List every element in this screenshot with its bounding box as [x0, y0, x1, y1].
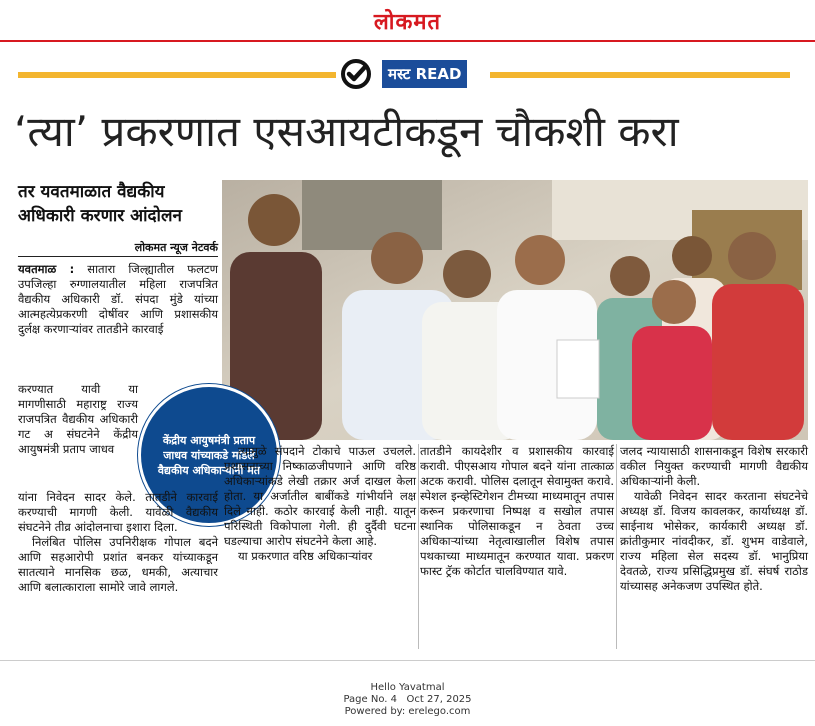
column-1-paragraph-1c: यांना निवेदन सादर केले. तातडीने कारवाई करण्याची मागणी केली. यावेळी वैद्यकीय संघटनेने तीव्र आंदोलनाचा इशारा दिला.	[18, 490, 218, 534]
column-1-paragraph-2: निलंबित पोलिस उपनिरीक्षक गोपाल बदने आणि सहआरोपी प्रशांत बनकर यांच्याकडून सातत्याने मानसिक छळ, धमकी, अत्याचार आणि बलात्काराला सामोरे जावे लागले.	[18, 535, 218, 594]
column-2-paragraph-2: या प्रकरणात वरिष्ठ अधिकाऱ्यांवर	[238, 549, 373, 563]
column-divider	[418, 444, 419, 649]
must-read-label: मस्ट READ	[382, 60, 467, 88]
must-read-band-right	[490, 72, 790, 78]
article-byline: लोकमत न्यूज नेटवर्क	[134, 241, 218, 254]
byline-rule	[18, 256, 218, 257]
footer-page-number: Page No. 4	[343, 694, 397, 705]
column-1-paragraph-1a: सातारा जिल्ह्यातील फलटण उपजिल्हा रुग्णालयातील महिला राजपत्रित वैद्यकीय अधिकारी डॉ. संपदा मुंडे यांच्या आत्महत्येप्रकरणी दोषींवर आणि प्रशासकीय दुर्लक्ष करणाऱ्यांवर तातडीने कारवाई	[18, 262, 218, 336]
column-1-bottom	[18, 490, 218, 595]
column-3-paragraph-1: तातडीने कायदेशीर व प्रशासकीय कारवाई करावी. पीएसआय गोपाल बदने यांना तात्काळ अटक करावी. पोलिस दलातून सेवामुक्त करावे. स्पेशल इन्व्हेस्टिगेशन टीमच्या माध्यमातून तपास करून प्रकरणाचा निष्पक्ष व सखोल तपास स्थानिक पोलिसाकडून न ठेवता उच्च अधिकाऱ्यांच्या नेतृत्वाखालील विशेष तपास पथकाच्या माध्यमातून करण्यात यावा. प्रकरण फास्ट ट्रॅक कोर्टात चालविण्यात यावे.	[420, 444, 614, 578]
dateline: यवतमाळ :	[18, 262, 75, 276]
footer-powered-by[interactable]: Powered by: erelego.com	[344, 706, 471, 717]
check-circle-icon	[340, 58, 372, 90]
masthead-rule	[0, 40, 815, 42]
column-4-paragraph-2: यावेळी निवेदन सादर करताना संघटनेचे अध्यक्ष डॉ. विजय कावलकर, कार्याध्यक्ष डॉ. साईनाथ भोसेकर, कार्यकारी अध्यक्ष डॉ. क्रांतीकुमार नांवदीकर, डॉ. शुभम वाडेवाले, राज्य महिला सेल सदस्य डॉ. भानुप्रिया देवतळे, राज्य प्रसिद्धिप्रमुख डॉ. संघर्ष राठोड यांच्यासह अनेकजण उपस्थित होते.	[620, 489, 808, 593]
column-3	[420, 444, 614, 579]
column-2-paragraph-1: त्यामुळे संपदाने टोकाचे पाऊल उचलले. प्रशासनाच्या निष्काळजीपणाने आणि वरिष्ठ अधिकाऱ्यांकडे लेखी तक्रार अर्ज दाखल केला होता. या अर्जातील बाबींकडे गांभीर्याने लक्ष दिले नाही. कठोर कारवाई केली नाही. यातून परिस्थिती विकोपाला गेली. ही दुर्दैवी घटना घडल्याचा आरोप संघटनेने केला आहे.	[224, 444, 416, 548]
group-photo-illustration	[222, 180, 808, 440]
column-4	[620, 444, 808, 594]
column-2	[224, 444, 416, 564]
page-footer	[0, 682, 815, 718]
photo-caption-text: केंद्रीय आयुषमंत्री प्रताप जाधव यांच्याकडे मांडले वैद्यकीय अधिकाऱ्यांनी मत	[157, 433, 261, 477]
column-1-top	[18, 262, 218, 337]
column-4-paragraph-1: जलद न्यायासाठी शासनाकडून विशेष सरकारी वकील नियुक्त करण्याची मागणी वैद्यकीय अधिकाऱ्यांनी केली.	[620, 444, 808, 488]
column-1-narrow	[18, 382, 138, 457]
article-headline: ‘त्या’ प्रकरणात एसआयटीकडून चौकशी करा	[14, 107, 679, 156]
must-read-band-left	[18, 72, 336, 78]
footer-edition: Hello Yavatmal	[370, 682, 445, 693]
article-photo	[222, 180, 808, 440]
must-read-badge	[340, 58, 488, 90]
column-divider	[616, 444, 617, 649]
article-subheadline: तर यवतमाळात वैद्यकीय अधिकारी करणार आंदोलन	[18, 182, 182, 226]
column-1-paragraph-1b: करण्यात यावी या मागणीसाठी महाराष्ट्र राज्य राजपत्रित वैद्यकीय अधिकारी गट अ संघटनेने केंद्रीय आयुषमंत्री प्रताप जाधव	[18, 382, 138, 456]
footer-page-info	[0, 694, 815, 706]
footer-date: Oct 27, 2025	[406, 694, 472, 705]
footer-rule	[0, 660, 815, 661]
newspaper-logo: लोकमत	[373, 9, 442, 35]
